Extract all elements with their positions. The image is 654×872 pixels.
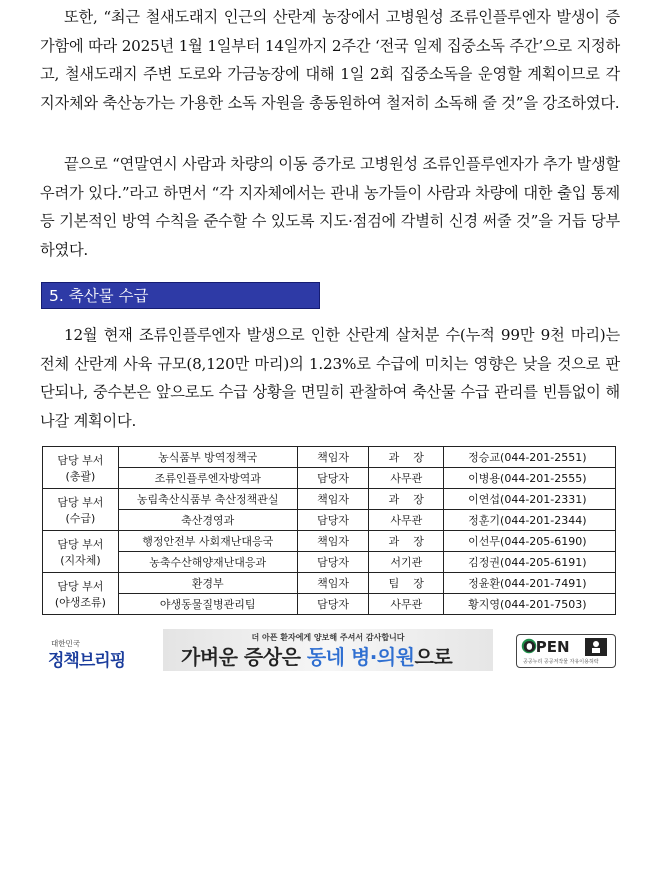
paragraph-supply: 12월 현재 조류인플루엔자 발생으로 인한 산란계 살처분 수(누적 99만 9천 마리)는 전체 산란계 사육 규모(8,120만 마리)의 1.23%로 수급에 미치는 영향은 낮을 것으로 판단되나, 중수본은 앞으로도 수급 상황을 면밀히 관찰하여 축산물 수급 관리를 빈틈없이 해 나갈 계획이다. (40, 326, 620, 430)
contact-cell: 황지영(044-201-7503) (444, 594, 616, 615)
dept-cell: 담당 부서 (수급) (43, 489, 119, 531)
org-cell: 축산경영과 (118, 510, 297, 531)
contact-cell: 정승교(044-201-2551) (444, 447, 616, 468)
role-cell: 담당자 (297, 594, 369, 615)
contact-row (43, 447, 616, 468)
org-cell: 농식품부 방역정책국 (118, 447, 297, 468)
dept-cell: 담당 부서 (총괄) (43, 447, 119, 489)
contact-cell: 정윤환(044-201-7491) (444, 573, 616, 594)
contact-cell: 김정권(044-205-6191) (444, 552, 616, 573)
contact-row (43, 594, 616, 615)
svg-text:대한민국: 대한민국 (51, 639, 80, 648)
contact-cell: 이연섭(044-201-2331) (444, 489, 616, 510)
title-cell: 사무관 (369, 510, 444, 531)
svg-text:정책브리핑: 정책브리핑 (48, 651, 126, 671)
role-cell: 책임자 (297, 531, 369, 552)
org-cell: 야생동물질병관리팀 (118, 594, 297, 615)
role-cell: 담당자 (297, 552, 369, 573)
open-license-badge[interactable] (516, 634, 616, 668)
section-heading: 5. 축산물 수급 (41, 282, 320, 309)
dept-cell: 담당 부서 (야생조류) (43, 573, 119, 615)
contact-cell: 이병용(044-201-2555) (444, 468, 616, 489)
paragraph-disinfection: 또한, “최근 철새도래지 인근의 산란계 농장에서 고병원성 조류인플루엔자 발생이 증가함에 따라 2025년 1월 1일부터 14일까지 2주간 ‘전국 일제 집중소독 주간’으로 지정하고, 철새도래지 주변 도로와 가금농장에 대해 1일 2회 집중소독을 운영할 계획이므로 각 지자체와 축산농가는 가용한 소독 자원을 총동원하여 철저히 소독해 줄 것”을 강조하였다. (40, 8, 620, 112)
svg-text:가벼운 증상은 동네 병·의원으로: 가벼운 증상은 동네 병·의원으로 (181, 645, 453, 669)
svg-text:OPEN: OPEN (523, 638, 570, 656)
role-cell: 책임자 (297, 447, 369, 468)
role-cell: 책임자 (297, 489, 369, 510)
contact-row (43, 573, 616, 594)
org-cell: 농축수산해양재난대응과 (118, 552, 297, 573)
title-cell: 과 장 (369, 489, 444, 510)
contact-row (43, 468, 616, 489)
contact-row (43, 531, 616, 552)
org-cell: 농림축산식품부 축산정책관실 (118, 489, 297, 510)
contact-cell: 정훈기(044-201-2344) (444, 510, 616, 531)
policy-briefing-logo (42, 636, 162, 672)
title-cell: 팀 장 (369, 573, 444, 594)
contact-row (43, 489, 616, 510)
title-cell: 사무관 (369, 468, 444, 489)
contact-cell: 이선무(044-205-6190) (444, 531, 616, 552)
title-cell: 서기관 (369, 552, 444, 573)
person-icon (593, 641, 599, 647)
role-cell: 책임자 (297, 573, 369, 594)
org-cell: 행정안전부 사회재난대응국 (118, 531, 297, 552)
dept-cell: 담당 부서 (지자체) (43, 531, 119, 573)
svg-text:공공누리 공공저작물 자유이용허락: 공공누리 공공저작물 자유이용허락 (523, 659, 599, 665)
paragraph-closing-remarks: 끝으로 “연말연시 사람과 차량의 이동 증가로 고병원성 조류인플루엔자가 추가 발생할 우려가 있다.”라고 하면서 “각 지자체에서는 관내 농가들이 사람과 차량에 대한 출입 통제 등 기본적인 방역 수칙을 준수할 수 있도록 지도·점검에 각별히 신경 써줄 것”을 거듭 당부하였다. (40, 155, 620, 259)
campaign-banner[interactable] (163, 629, 493, 671)
svg-text:더 아픈 환자에게 양보해 주셔서 감사합니다: 더 아픈 환자에게 양보해 주셔서 감사합니다 (251, 633, 405, 642)
org-cell: 조류인플루엔자방역과 (118, 468, 297, 489)
title-cell: 과 장 (369, 531, 444, 552)
contact-row (43, 552, 616, 573)
contact-table (42, 446, 616, 615)
title-cell: 사무관 (369, 594, 444, 615)
role-cell: 담당자 (297, 510, 369, 531)
org-cell: 환경부 (118, 573, 297, 594)
role-cell: 담당자 (297, 468, 369, 489)
title-cell: 과 장 (369, 447, 444, 468)
contact-row (43, 510, 616, 531)
